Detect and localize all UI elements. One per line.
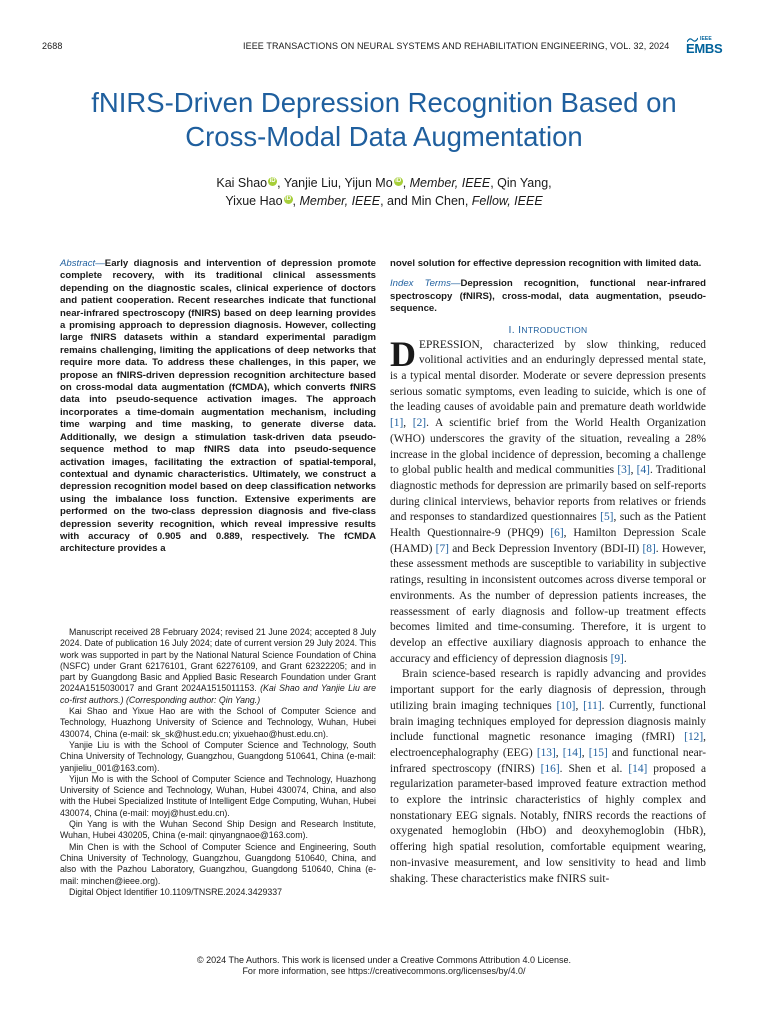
citation-link[interactable]: [9] (610, 652, 624, 665)
author-membership: Fellow, IEEE (471, 194, 543, 208)
citation-link[interactable]: [15] (588, 746, 608, 759)
orcid-icon[interactable]: iD (269, 177, 276, 184)
orcid-icon[interactable]: iD (395, 177, 402, 184)
citation-link[interactable]: [1] (390, 417, 404, 430)
author-list (0, 174, 768, 210)
index-terms-text: Depression recognition, functional near-infrared spectroscopy (fNIRS), cross-modal, data augmentation, pseudo-sequence. (390, 278, 706, 315)
citation-link[interactable]: [3] (617, 464, 631, 477)
section-title-initial: I (518, 323, 522, 336)
citation-link[interactable]: [4] (636, 464, 650, 477)
intro-text: EPRESSION, characterized by slow thinking, reduced volitional activities and an enduringly depressed mental state, is a typical mental disorder. Moderate or severe depression presents serious somatic symptoms, even leading to suicide, which is one of the leading causes of avoidable pain and premature death worldwide (390, 338, 706, 414)
embs-logo (686, 36, 728, 56)
citation-link[interactable]: [14] (628, 762, 648, 775)
citation-link[interactable]: [13] (536, 746, 556, 759)
intro-text: . Shen et al. (559, 762, 629, 775)
author-separator: , (402, 176, 410, 190)
section-heading-introduction (390, 324, 706, 336)
intro-text: . However, these assessment methods are susceptible to variability in subjective ratings, resulting in inconsistent outcomes across diverse temporal or environments. As the number of depression patients increases, the reassessment of early diagnosis and follow-up treatment effects becomes limited and time-consuming. Therefore, it is urgent to develop an effective auxiliary diagnosis approach to enhance the accuracy and efficiency of depression diagnosis (390, 542, 706, 665)
affiliation-note: Kai Shao and Yixue Hao are with the School of Computer Science and Technology, Huazhong University of Science and Technology, Wuhan, Hubei 430074, China (e-mail: sk_sk@hust.edu.cn; yixuehao@hust.edu.cn). (60, 706, 376, 739)
page-number: 2688 (42, 41, 63, 51)
citation-link[interactable]: [16] (540, 762, 560, 775)
citation-link[interactable]: [14] (562, 746, 582, 759)
abstract (60, 258, 376, 556)
author-name: , Qin Yang, (490, 176, 552, 190)
orcid-icon[interactable]: iD (285, 195, 292, 202)
section-numeral: I. (508, 323, 519, 336)
title-line-1: fNIRS-Driven Depression Recognition Based on (91, 87, 677, 118)
intro-text: . A scientific brief from the World Health Organization (WHO) underscores the gravity of the situation, revealing a 28% increase in the global incidence of depression, becoming a challenge to global public health and medical communities (390, 417, 706, 477)
author-name: Kai Shao (216, 176, 268, 190)
logo-embs-text: EMBS (686, 41, 723, 56)
license-line-1: © 2024 The Authors. This work is licensed under a Creative Commons Attribution 4.0 License. (197, 955, 571, 965)
author-membership: Member, IEEE (299, 194, 381, 208)
citation-link[interactable]: [8] (642, 542, 656, 555)
license-line-2[interactable]: For more information, see https://creativecommons.org/licenses/by/4.0/ (242, 966, 526, 976)
intro-text: , electroencephalography (EEG) (390, 731, 706, 759)
abstract-text: Early diagnosis and intervention of depression promote complete recovery, with its traditional clinical assessments depending on the diagnostic scales, clinical experience of doctors and patient cooperation. Recent researches indicate that functional near-infrared spectroscopy (fNIRS) based on deep learning provides a promising approach to depression diagnosis. However, collecting large fNIRS datasets within a standard experimental paradigm remains challenging, limiting the applications of deep networks that require more data. To address these challenges, in this paper, we propose an fNIRS-driven depression recognition architecture based on cross-modal data augmentation (fCMDA), which converts fNIRS data into pseudo-sequence activation images. The approach incorporates a time-domain augmentation mechanism, including time warping and time masking, to generate diverse data. Additionally, we design a stimulation task-driven data pseudo-sequence method to map fNIRS data into pseudo-sequence activation images, facilitating the extraction of spatial-temporal, contextual and dynamic characteristics. Ultimately, we construct a depression recognition model based on deep classification networks using the imbalance loss function. Extensive experiments are performed on the two-class depression diagnosis and five-class depression severity recognition, which reveal impressive results with accuracy of 0.905 and 0.889, respectively. The fCMDA architecture provides a (60, 258, 376, 555)
introduction-body (390, 333, 707, 888)
title-line-2: Cross-Modal Data Augmentation (185, 121, 583, 152)
abstract-continuation: novel solution for effective depression recognition with limited data. (390, 258, 702, 269)
citation-link[interactable]: [5] (600, 511, 614, 524)
co-first-note: (Kai Shao and Yanjie Liu are co-first authors.) (Corresponding author: Qin Yang.) (60, 683, 376, 705)
left-column (60, 258, 376, 556)
license-footer (0, 955, 768, 977)
intro-text: Brain science-based research is rapidly advancing and provides important support for the early diagnosis of depression, through utilizing brain imaging techniques (390, 668, 706, 712)
citation-link[interactable]: [10] (556, 699, 576, 712)
paper-title (0, 86, 768, 154)
author-name: Yixue Hao (225, 194, 283, 208)
doi-note[interactable]: Digital Object Identifier 10.1109/TNSRE.2024.3429337 (69, 886, 283, 897)
affiliation-note: Min Chen is with the School of Computer Science and Engineering, South China University of Technology, Guangzhou, Guangdong 510640, China, and also with the Pazhou Laboratory, Guangzhou, Guangdong 510640, China (e-mail: minchen@ieee.org). (60, 841, 376, 886)
author-line-1 (0, 174, 768, 192)
intro-text: , (403, 417, 413, 430)
intro-text: and functional near-infrared spectroscopy (fNIRS) (390, 746, 706, 775)
intro-text: . Traditional diagnostic methods for depression are primarily based on self-reports during clinical interviews, behavior reports from relatives or friends and responses to standardized questionnaires (390, 464, 706, 524)
author-name: , Yanjie Liu, Yijun Mo (277, 176, 393, 190)
affiliation-note: Yanjie Liu is with the School of Computer Science and Technology, South China University of Technology, Guangzhou, Guangdong 510641, China (e-mail: yanjieliu_001@163.com). (60, 739, 376, 773)
citation-link[interactable]: [7] (435, 542, 449, 555)
author-name: , and Min Chen, (380, 194, 472, 208)
journal-name: IEEE TRANSACTIONS ON NEURAL SYSTEMS AND REHABILITATION ENGINEERING, VOL. 32, 2024 (243, 41, 670, 51)
author-membership: Member, IEEE (409, 176, 491, 190)
logo-ieee-text: IEEE (700, 36, 712, 42)
citation-link[interactable]: [6] (550, 527, 564, 540)
intro-text: , (581, 746, 589, 759)
citation-link[interactable]: [2] (412, 417, 427, 430)
citation-link[interactable]: [12] (684, 731, 704, 744)
right-column (390, 258, 706, 887)
index-terms (390, 278, 706, 315)
drop-cap: D (390, 333, 416, 374)
intro-text: , (575, 699, 584, 712)
affiliation-note: Qin Yang is with the Wuhan Second Ship Design and Research Institute, Wuhan, Hubei 430205, China (e-mail: qinyangnaoe@163.com). (60, 819, 376, 841)
manuscript-dates: Manuscript received 28 February 2024; revised 21 June 2024; accepted 8 July 2024. Date of publication 16 July 2024; date of current version 29 July 2024. This work was supported in part by the National Natural Science Foundation of China (NSFC) under Grant 62176101, Grant 62276109, and Grant 62322205; and in part by Guangdong Basic and Applied Basic Research Foundation under Grant 2024A1515030017 and Grant 2024A1515011153. (60, 627, 376, 694)
intro-text: . (623, 652, 627, 665)
intro-text: , such as the Patient Health Questionnaire-9 (PHQ9) (390, 511, 706, 540)
section-title-rest: NTRODUCTION (521, 324, 588, 335)
index-terms-label: Index Terms— (390, 278, 461, 290)
abstract-label: Abstract— (60, 258, 105, 269)
footnotes (60, 627, 376, 898)
intro-text: , Hamilton Depression Scale (HAMD) (390, 527, 706, 555)
intro-text: proposed a regularization parameter-based improved feature extraction method to explore the intrinsic characteristics of highly complex and nonstationary EEG signals. Notably, fNIRS records the reactions of oxygenated hemoglobin (HbO) and deoxyhemoglobin (HbR), offering high spatial resolution, comfortable equipment wearing, non-invasive measurement, and low sensitivity to head and limb shaking. These characteristics make fNIRS suit- (390, 762, 707, 885)
intro-paragraph-1 (390, 333, 706, 668)
intro-text: and Beck Depression Inventory (BDI-II) (448, 542, 643, 555)
intro-text: . Currently, functional brain imaging techniques employed for depression diagnosis mainly include functional magnetic resonance imaging (fMRI) (390, 699, 706, 744)
author-line-2 (0, 192, 768, 210)
intro-text: , (630, 464, 637, 477)
affiliation-note: Yijun Mo is with the School of Computer Science and Technology, Huazhong University of Science and Technology, Wuhan, Hubei 430074, China, and also with the Hubei Specialized Institute of Intelligent Edge Computing, Wuhan, Hubei 430074, China (e-mail: moyj@hust.edu.cn). (60, 773, 376, 818)
author-separator: , (292, 194, 300, 208)
manuscript-note (60, 627, 376, 706)
intro-text: , (555, 746, 563, 759)
running-header (42, 36, 728, 58)
citation-link[interactable]: [11] (583, 699, 602, 712)
intro-paragraph-2 (390, 667, 706, 887)
